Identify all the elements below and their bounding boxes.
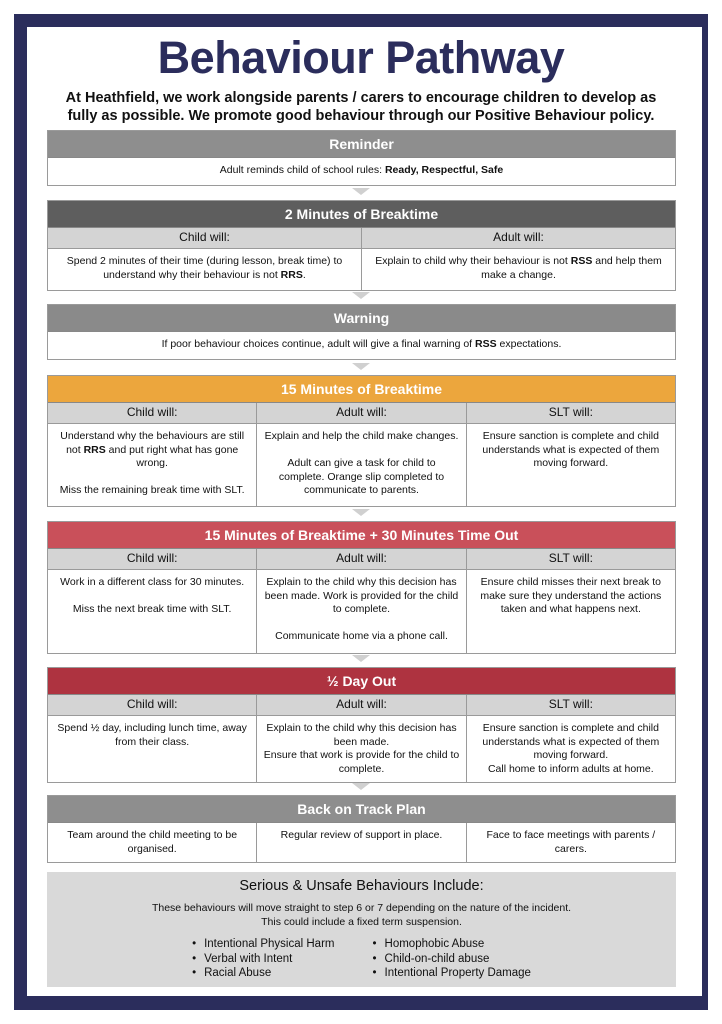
- section-reminder: [47, 130, 676, 186]
- text-segment: Work in a different class for 30 minutes.: [60, 576, 245, 588]
- text-segment: Adult reminds child of school rules:: [219, 164, 385, 176]
- list-item: • Child-on-child abuse: [373, 952, 531, 967]
- paragraph: [54, 338, 669, 352]
- paragraph: [54, 164, 669, 178]
- section-header: Warning: [48, 305, 675, 332]
- body-cell: [48, 249, 362, 290]
- text-segment: Miss the remaining break time with SLT.: [59, 484, 245, 496]
- paragraph: [473, 763, 669, 777]
- down-arrow-icon: [352, 655, 370, 662]
- text-segment: Ensure sanction is complete and child understands what is expected of them moving forward.: [482, 430, 660, 469]
- section-back-on-track: [47, 795, 676, 863]
- paragraph: [473, 829, 669, 856]
- paragraph: [263, 444, 459, 458]
- serious-line-1: These behaviours will move straight to step 6 or 7 depending on the nature of the incident.: [151, 902, 572, 914]
- paragraph: [368, 255, 669, 282]
- column-header: Child will:: [48, 549, 257, 570]
- text-segment: Team around the child meeting to be organised.: [67, 829, 238, 855]
- text-segment: and put right what has gone wrong.: [105, 443, 239, 469]
- paragraph: [54, 484, 250, 498]
- section-half-day: [47, 667, 676, 783]
- body-cell: [467, 716, 675, 782]
- serious-title: Serious & Unsafe Behaviours Include:: [239, 878, 484, 894]
- text-segment: RRS: [83, 443, 106, 456]
- list-item: • Racial Abuse: [192, 966, 334, 981]
- body-cell: [362, 249, 675, 290]
- list-item: • Intentional Property Damage: [373, 966, 531, 981]
- paragraph: [54, 603, 250, 617]
- column-headers: [48, 695, 675, 716]
- text-segment: Ensure that work is provide for the child to complete.: [263, 749, 460, 775]
- paragraph: [54, 576, 250, 590]
- column-header: Adult will:: [257, 695, 466, 716]
- column-header: Adult will:: [257, 403, 466, 424]
- text-segment: Explain to child why their behaviour is not: [375, 255, 571, 267]
- down-arrow-icon: [352, 188, 370, 195]
- intro-text: At Heathfield, we work alongside parents / carers to encourage children to develop as fully as possible. We promote good behaviour through our Positive Behaviour policy.: [65, 90, 657, 124]
- body-cell: [48, 716, 257, 782]
- paragraph: [263, 576, 459, 617]
- section-body: [48, 716, 675, 782]
- section-body: [48, 332, 675, 359]
- serious-list-left: [192, 937, 334, 981]
- body-cell: [257, 570, 466, 653]
- column-header: SLT will:: [467, 549, 675, 570]
- text-segment: and help them make a change.: [481, 255, 662, 281]
- text-segment: Regular review of support in place.: [280, 829, 443, 841]
- paragraph: [263, 722, 459, 749]
- section-time-out: [47, 521, 676, 654]
- text-segment: Communicate home via a phone call.: [275, 630, 448, 642]
- body-cell: [48, 332, 675, 359]
- section-header: Reminder: [48, 131, 675, 158]
- column-header: Adult will:: [362, 228, 675, 249]
- section-body: [48, 249, 675, 290]
- text-segment: Understand why the behaviours are still not: [60, 430, 245, 456]
- text-segment: Ensure child misses their next break to make sure they understand the actions taken and what happens next.: [480, 576, 662, 615]
- column-headers: [48, 228, 675, 249]
- body-cell: [257, 716, 466, 782]
- text-segment: Face to face meetings with parents / carers.: [486, 829, 656, 855]
- section-body: [48, 158, 675, 185]
- paragraph: [54, 255, 355, 282]
- column-header: Child will:: [48, 695, 257, 716]
- paragraph: [473, 722, 669, 763]
- down-arrow-icon: [352, 509, 370, 516]
- paragraph: [473, 430, 669, 471]
- paragraph: [263, 457, 459, 498]
- text-segment: RSS: [570, 255, 593, 267]
- page-title: Behaviour Pathway: [157, 32, 565, 83]
- section-header: 15 Minutes of Breaktime: [48, 376, 675, 403]
- body-cell: [467, 823, 675, 862]
- body-cell: [257, 823, 466, 862]
- paragraph: [54, 722, 250, 749]
- paragraph: [263, 749, 459, 776]
- section-header: Back on Track Plan: [48, 796, 675, 823]
- body-cell: [48, 570, 257, 653]
- serious-line-2: This could include a fixed term suspension.: [261, 915, 462, 928]
- section-warning: [47, 304, 676, 360]
- down-arrow-icon: [352, 363, 370, 370]
- body-cell: [48, 158, 675, 185]
- section-body: [48, 823, 675, 862]
- section-two-minutes: [47, 200, 676, 291]
- text-segment: Spend ½ day, including lunch time, away from their class.: [57, 722, 247, 748]
- text-segment: Miss the next break time with SLT.: [72, 603, 232, 615]
- paragraph: [54, 471, 250, 485]
- text-segment: Explain to the child why this decision has been made.: [266, 722, 457, 748]
- down-arrow-icon: [352, 292, 370, 299]
- section-body: [48, 570, 675, 653]
- column-header: SLT will:: [467, 695, 675, 716]
- body-cell: [48, 823, 257, 862]
- section-header: ½ Day Out: [48, 668, 675, 695]
- serious-list-right: [373, 937, 531, 981]
- text-segment: Spend 2 minutes of their time (during lesson, break time) to understand why their behaviour is not: [66, 255, 343, 281]
- paragraph: [263, 430, 459, 444]
- serious-behaviours-box: [47, 872, 676, 987]
- section-fifteen-minutes: [47, 375, 676, 507]
- paragraph: [54, 590, 250, 604]
- text-segment: Explain and help the child make changes.: [264, 430, 459, 442]
- list-item: • Verbal with Intent: [192, 952, 334, 967]
- text-segment: RSS: [475, 338, 497, 350]
- section-body: [48, 424, 675, 506]
- body-cell: [467, 570, 675, 653]
- text-segment: Explain to the child why this decision has been made. Work is provided for the child to complete.: [264, 576, 459, 615]
- text-segment: Call home to inform adults at home.: [487, 762, 654, 775]
- column-header: SLT will:: [467, 403, 675, 424]
- paragraph: [54, 829, 250, 856]
- column-header: Child will:: [48, 228, 362, 249]
- section-header: 2 Minutes of Breaktime: [48, 201, 675, 228]
- text-segment: RRS: [280, 268, 303, 281]
- column-headers: [48, 549, 675, 570]
- paragraph: [263, 829, 459, 843]
- column-header: Child will:: [48, 403, 257, 424]
- paragraph: [263, 617, 459, 631]
- column-headers: [48, 403, 675, 424]
- column-header: Adult will:: [257, 549, 466, 570]
- paragraph: [263, 630, 459, 644]
- paragraph: [54, 430, 250, 471]
- text-segment: Ensure sanction is complete and child understands what is expected of them moving forward.: [482, 722, 660, 761]
- text-segment: expectations.: [496, 338, 562, 350]
- list-item: • Intentional Physical Harm: [192, 937, 334, 952]
- text-segment: Ready, Respectful, Safe: [384, 164, 504, 176]
- text-segment: If poor behaviour choices continue, adult will give a final warning of: [161, 338, 476, 350]
- body-cell: [48, 424, 257, 506]
- body-cell: [467, 424, 675, 506]
- down-arrow-icon: [352, 783, 370, 790]
- body-cell: [257, 424, 466, 506]
- list-item: • Homophobic Abuse: [373, 937, 531, 952]
- text-segment: Adult can give a task for child to complete. Orange slip completed to communicate to parents.: [278, 457, 445, 496]
- text-segment: .: [302, 268, 306, 281]
- section-header: 15 Minutes of Breaktime + 30 Minutes Time Out: [48, 522, 675, 549]
- paragraph: [473, 576, 669, 617]
